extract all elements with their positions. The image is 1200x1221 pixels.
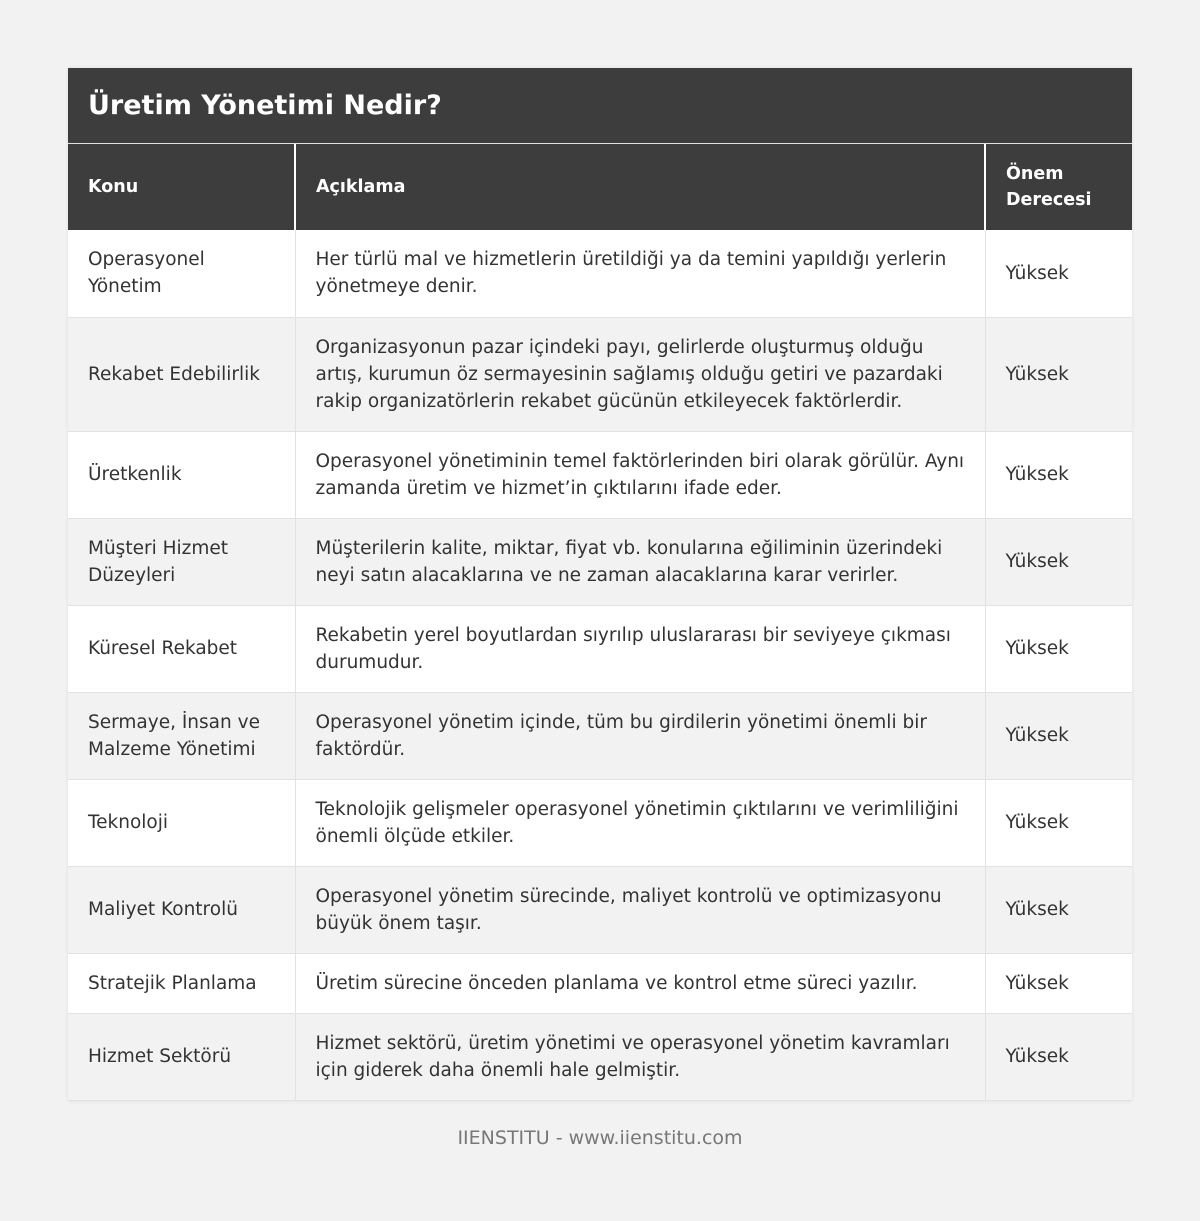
table-header bbox=[68, 144, 1132, 230]
cell-konu: Sermaye, İnsan ve Malzeme Yönetimi bbox=[68, 692, 295, 779]
cell-konu: Operasyonel Yönetim bbox=[68, 230, 295, 317]
cell-konu: Stratejik Planlama bbox=[68, 953, 295, 1013]
cell-onem: Yüksek bbox=[985, 317, 1132, 431]
page-title: Üretim Yönetimi Nedir? bbox=[68, 68, 1132, 144]
table-row bbox=[68, 866, 1132, 953]
cell-onem: Yüksek bbox=[985, 1013, 1132, 1100]
cell-aciklama: Üretim sürecine önceden planlama ve kontrol etme süreci yazılır. bbox=[295, 953, 985, 1013]
cell-onem: Yüksek bbox=[985, 866, 1132, 953]
cell-onem: Yüksek bbox=[985, 518, 1132, 605]
cell-konu: Teknoloji bbox=[68, 779, 295, 866]
cell-aciklama: Müşterilerin kalite, miktar, fiyat vb. konularına eğiliminin üzerindeki neyi satın alacaklarına ve ne zaman alacaklarına karar verirler. bbox=[295, 518, 985, 605]
cell-aciklama: Her türlü mal ve hizmetlerin üretildiği ya da temini yapıldığı yerlerin yönetmeye denir. bbox=[295, 230, 985, 317]
cell-onem: Yüksek bbox=[985, 692, 1132, 779]
cell-onem: Yüksek bbox=[985, 779, 1132, 866]
cell-aciklama: Operasyonel yönetim içinde, tüm bu girdilerin yönetimi önemli bir faktördür. bbox=[295, 692, 985, 779]
cell-konu: Müşteri Hizmet Düzeyleri bbox=[68, 518, 295, 605]
cell-konu: Rekabet Edebilirlik bbox=[68, 317, 295, 431]
table-row bbox=[68, 692, 1132, 779]
cell-onem: Yüksek bbox=[985, 431, 1132, 518]
cell-konu: Maliyet Kontrolü bbox=[68, 866, 295, 953]
footer-credit: IIENSTITU - www.iienstitu.com bbox=[457, 1127, 743, 1149]
table-row bbox=[68, 1013, 1132, 1100]
cell-konu: Küresel Rekabet bbox=[68, 605, 295, 692]
cell-aciklama: Organizasyonun pazar içindeki payı, gelirlerde oluşturmuş olduğu artış, kurumun öz sermayesinin sağlamış olduğu getiri ve pazardaki rakip organizatörlerin rekabet gücünün etkileyecek faktörlerdir. bbox=[295, 317, 985, 431]
table-row bbox=[68, 953, 1132, 1013]
cell-onem: Yüksek bbox=[985, 230, 1132, 317]
table-row bbox=[68, 518, 1132, 605]
data-table bbox=[68, 144, 1132, 1101]
table-row bbox=[68, 605, 1132, 692]
cell-aciklama: Operasyonel yönetiminin temel faktörlerinden biri olarak görülür. Aynı zamanda üretim ve hizmet’in çıktılarını ifade eder. bbox=[295, 431, 985, 518]
cell-onem: Yüksek bbox=[985, 605, 1132, 692]
column-header-konu: Konu bbox=[68, 144, 295, 230]
column-header-onem: Önem Derecesi bbox=[985, 144, 1132, 230]
table-body bbox=[68, 230, 1132, 1100]
cell-aciklama: Hizmet sektörü, üretim yönetimi ve operasyonel yönetim kavramları için giderek daha önemli hale gelmiştir. bbox=[295, 1013, 985, 1100]
table-row bbox=[68, 230, 1132, 317]
table-row bbox=[68, 317, 1132, 431]
cell-konu: Hizmet Sektörü bbox=[68, 1013, 295, 1100]
cell-aciklama: Rekabetin yerel boyutlardan sıyrılıp uluslararası bir seviyeye çıkması durumudur. bbox=[295, 605, 985, 692]
column-header-aciklama: Açıklama bbox=[295, 144, 985, 230]
table-card bbox=[68, 68, 1132, 1101]
table-row bbox=[68, 431, 1132, 518]
cell-onem: Yüksek bbox=[985, 953, 1132, 1013]
cell-aciklama: Operasyonel yönetim sürecinde, maliyet kontrolü ve optimizasyonu büyük önem taşır. bbox=[295, 866, 985, 953]
table-row bbox=[68, 779, 1132, 866]
cell-konu: Üretkenlik bbox=[68, 431, 295, 518]
cell-aciklama: Teknolojik gelişmeler operasyonel yönetimin çıktılarını ve verimliliğini önemli ölçüde etkiler. bbox=[295, 779, 985, 866]
